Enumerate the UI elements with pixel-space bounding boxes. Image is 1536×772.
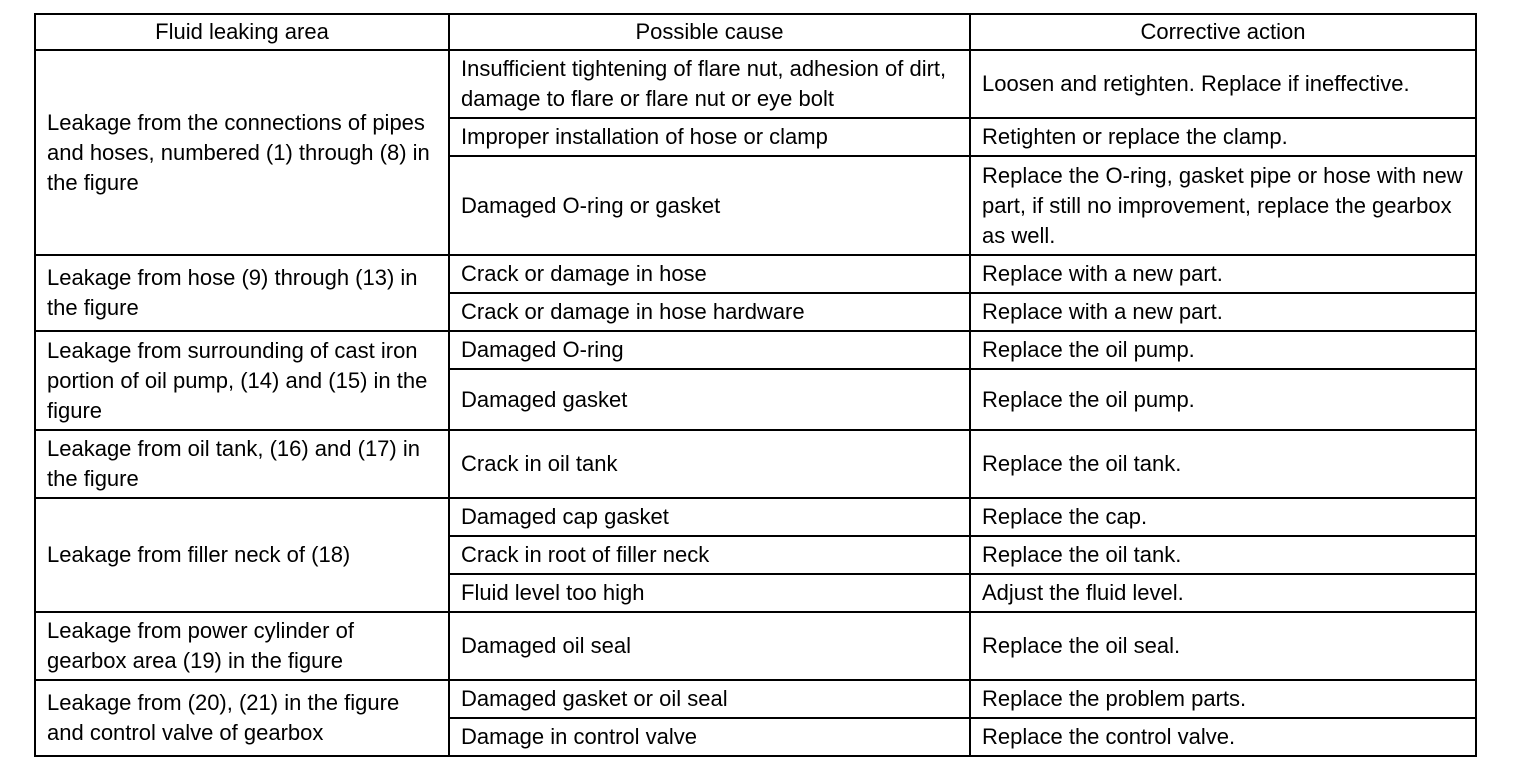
leak-area-cell: Leakage from the connections of pipes and hoses, numbered (1) through (8) in the figure <box>35 50 449 255</box>
header-fluid-leaking-area: Fluid leaking area <box>35 14 449 50</box>
table-row <box>35 331 1476 369</box>
table-body <box>35 50 1476 756</box>
header-corrective-action: Corrective action <box>970 14 1476 50</box>
cause-cell: Damaged O-ring or gasket <box>449 156 970 255</box>
cause-cell: Damaged gasket or oil seal <box>449 680 970 718</box>
table-header <box>35 14 1476 50</box>
action-cell: Replace the control valve. <box>970 718 1476 756</box>
cause-cell: Damage in control valve <box>449 718 970 756</box>
leak-area-cell: Leakage from (20), (21) in the figure and control valve of gearbox <box>35 680 449 756</box>
cause-cell: Crack in root of filler neck <box>449 536 970 574</box>
cause-cell: Insufficient tightening of flare nut, adhesion of dirt, damage to flare or flare nut or eye bolt <box>449 50 970 118</box>
cause-cell: Crack or damage in hose <box>449 255 970 293</box>
action-cell: Replace with a new part. <box>970 293 1476 331</box>
action-cell: Replace the oil seal. <box>970 612 1476 680</box>
action-cell: Replace the problem parts. <box>970 680 1476 718</box>
leak-area-cell: Leakage from surrounding of cast iron portion of oil pump, (14) and (15) in the figure <box>35 331 449 430</box>
table-row <box>35 50 1476 118</box>
header-row <box>35 14 1476 50</box>
action-cell: Loosen and retighten. Replace if ineffective. <box>970 50 1476 118</box>
cause-cell: Damaged oil seal <box>449 612 970 680</box>
table-row <box>35 430 1476 498</box>
action-cell: Replace the O-ring, gasket pipe or hose with new part, if still no improvement, replace the gearbox as well. <box>970 156 1476 255</box>
table-row <box>35 498 1476 536</box>
cause-cell: Crack or damage in hose hardware <box>449 293 970 331</box>
cause-cell: Fluid level too high <box>449 574 970 612</box>
action-cell: Replace the oil tank. <box>970 536 1476 574</box>
action-cell: Retighten or replace the clamp. <box>970 118 1476 156</box>
action-cell: Adjust the fluid level. <box>970 574 1476 612</box>
action-cell: Replace the oil pump. <box>970 331 1476 369</box>
table-row <box>35 255 1476 293</box>
leak-area-cell: Leakage from oil tank, (16) and (17) in the figure <box>35 430 449 498</box>
fluid-leak-table <box>34 13 1477 757</box>
leak-area-cell: Leakage from power cylinder of gearbox area (19) in the figure <box>35 612 449 680</box>
action-cell: Replace the oil pump. <box>970 369 1476 430</box>
cause-cell: Damaged O-ring <box>449 331 970 369</box>
table-row <box>35 680 1476 718</box>
cause-cell: Improper installation of hose or clamp <box>449 118 970 156</box>
table-row <box>35 612 1476 680</box>
action-cell: Replace with a new part. <box>970 255 1476 293</box>
cause-cell: Damaged gasket <box>449 369 970 430</box>
cause-cell: Crack in oil tank <box>449 430 970 498</box>
header-possible-cause: Possible cause <box>449 14 970 50</box>
action-cell: Replace the oil tank. <box>970 430 1476 498</box>
leak-area-cell: Leakage from hose (9) through (13) in the figure <box>35 255 449 331</box>
leak-area-cell: Leakage from filler neck of (18) <box>35 498 449 612</box>
action-cell: Replace the cap. <box>970 498 1476 536</box>
cause-cell: Damaged cap gasket <box>449 498 970 536</box>
